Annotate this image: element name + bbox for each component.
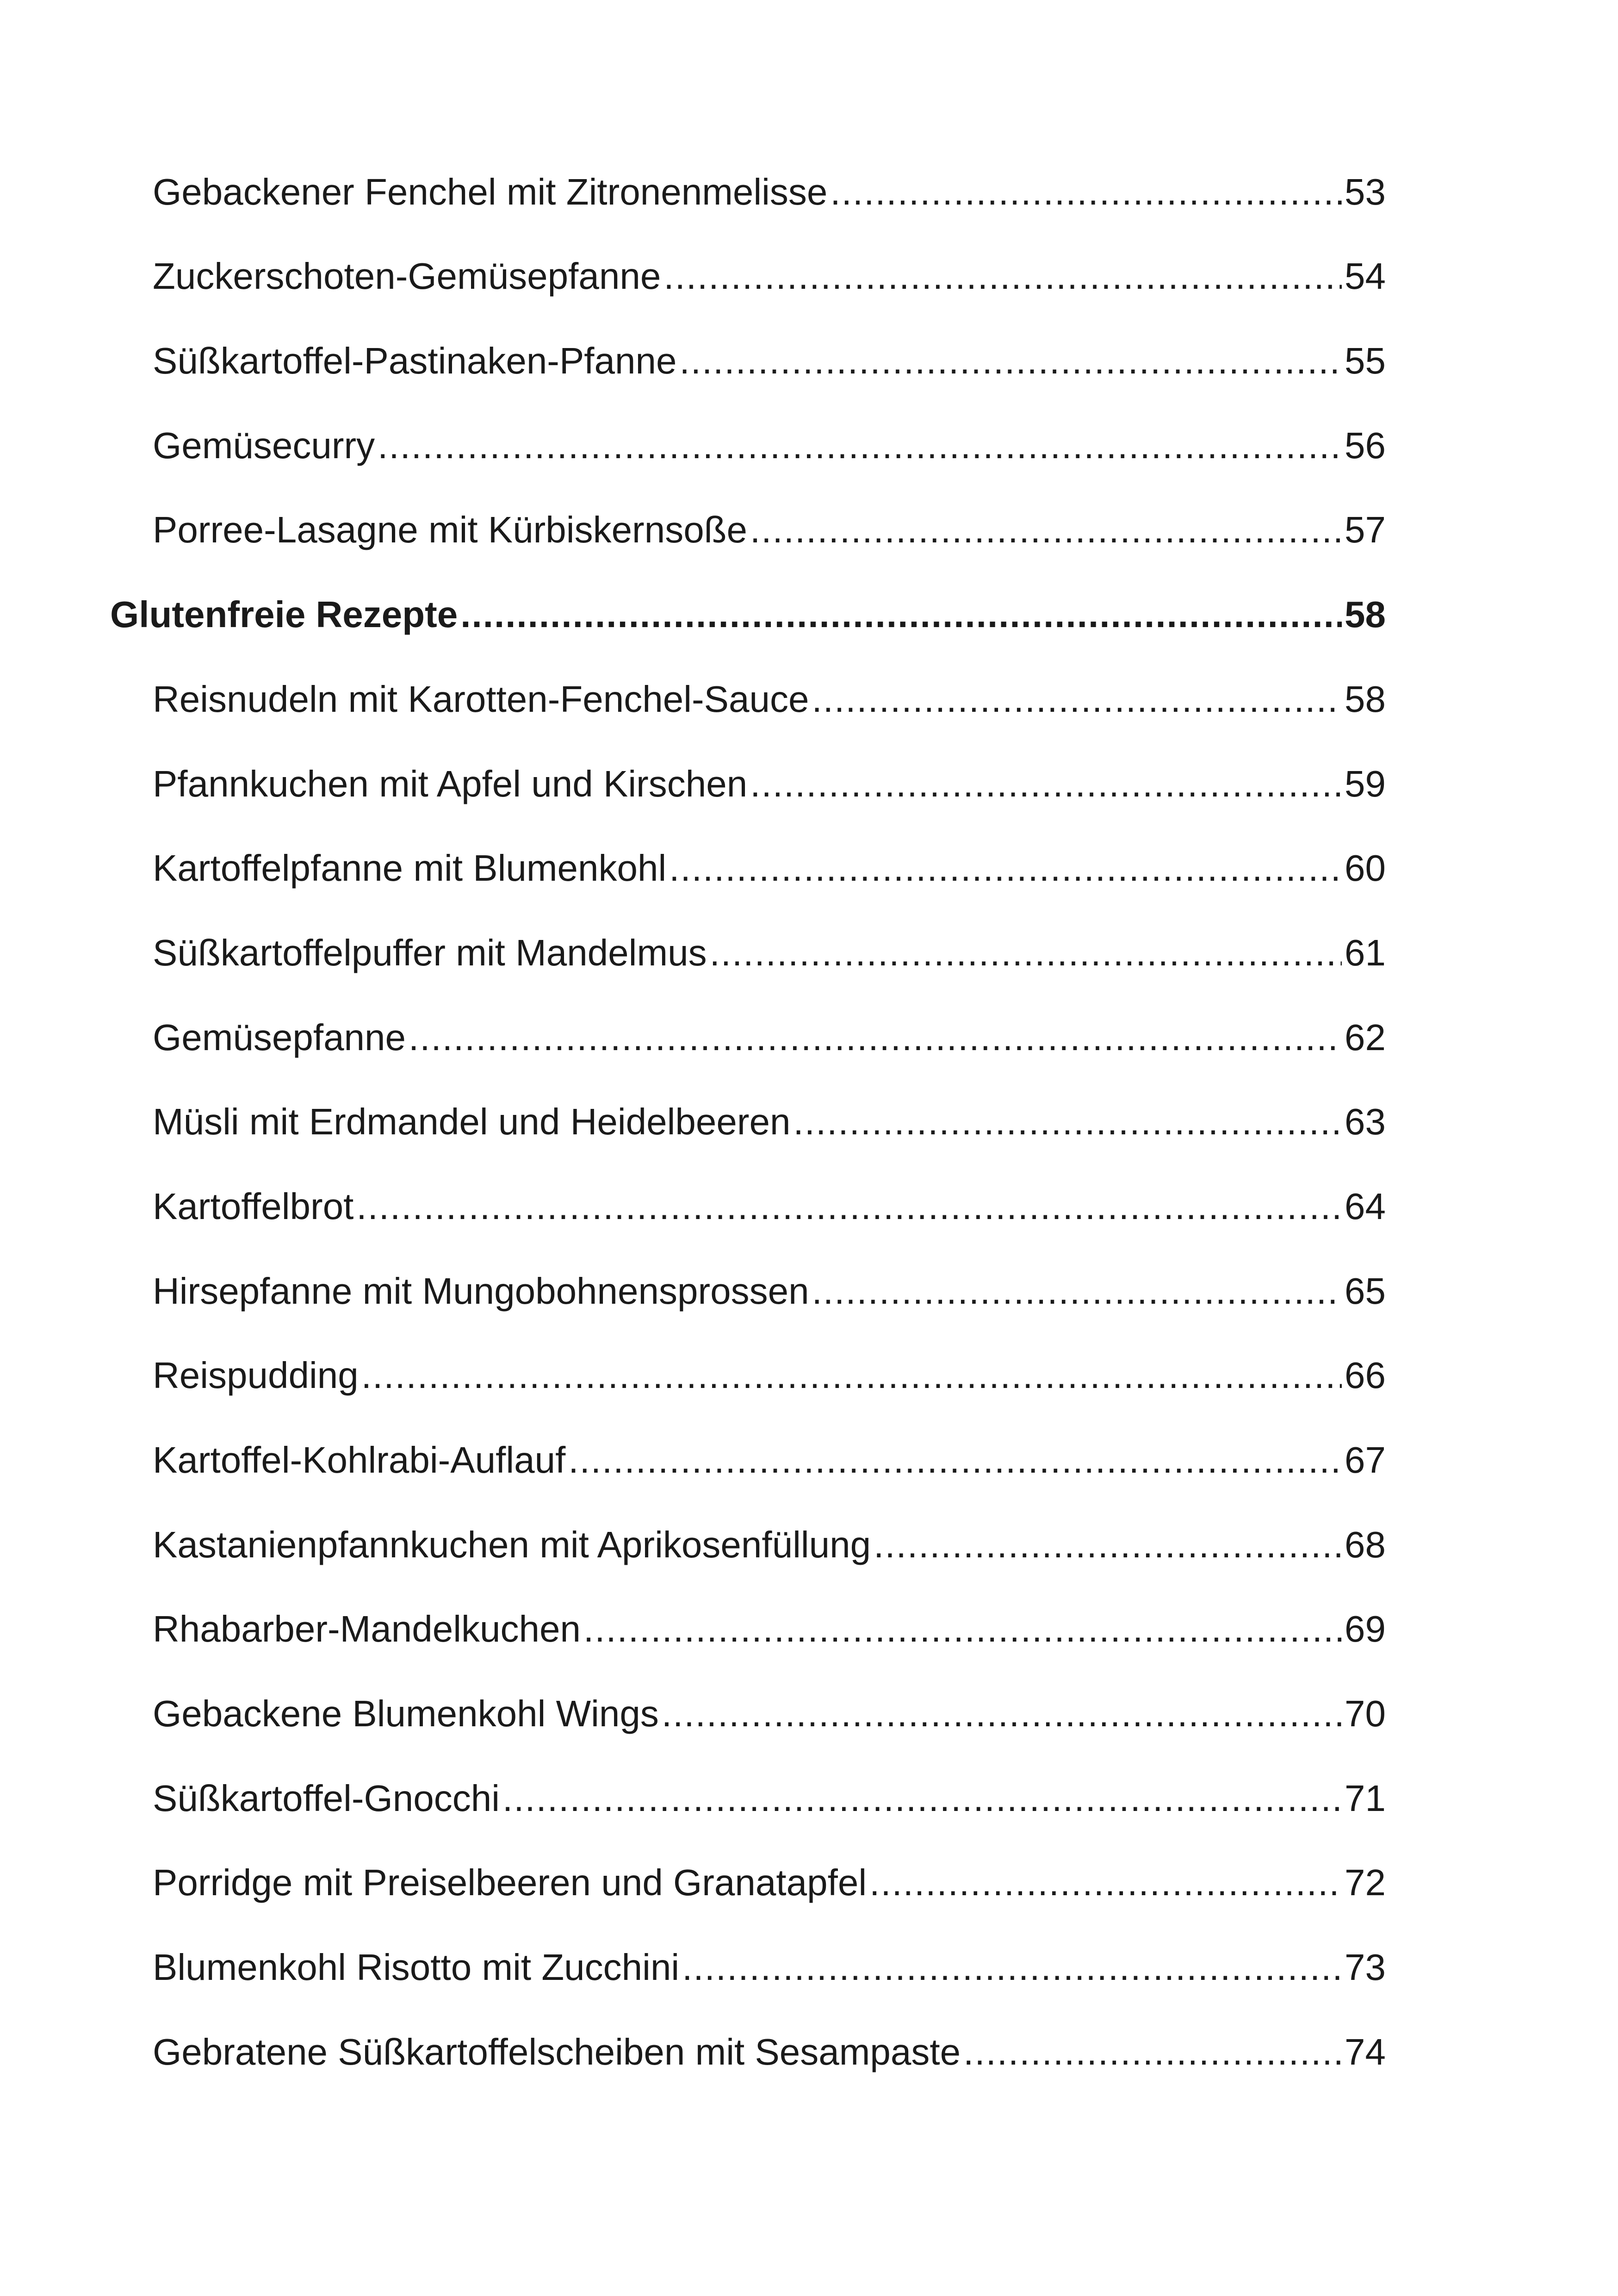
- toc-dot-leader: [750, 756, 1342, 812]
- toc-entry-title: Reisnudeln mit Karotten-Fenchel-Sauce: [153, 678, 809, 720]
- toc-entry[interactable]: [0, 1094, 1618, 1150]
- toc-entry[interactable]: [0, 164, 1618, 220]
- toc-dot-leader: [356, 1179, 1342, 1234]
- toc-section-page: 58: [1345, 594, 1386, 635]
- toc-entry-page: 58: [1345, 678, 1386, 720]
- toc-entry-page: 63: [1345, 1101, 1386, 1142]
- toc-dot-leader: [378, 418, 1342, 473]
- toc-entry[interactable]: [0, 1601, 1618, 1657]
- toc-entry-page: 54: [1345, 255, 1386, 297]
- toc-dot-leader: [812, 1263, 1342, 1319]
- toc-entry-title: Gemüsecurry: [153, 425, 375, 466]
- toc-dot-leader: [750, 502, 1342, 558]
- toc-dot-leader: [963, 2024, 1342, 2080]
- toc-dot-leader: [682, 1940, 1342, 1995]
- toc-entry[interactable]: [0, 840, 1618, 896]
- toc-entry-title: Müsli mit Erdmandel und Heidelbeeren: [153, 1101, 791, 1142]
- toc-entry[interactable]: [0, 502, 1618, 558]
- toc-entry[interactable]: [0, 1855, 1618, 1910]
- toc-entry-title: Süßkartoffelpuffer mit Mandelmus: [153, 932, 707, 973]
- toc-entry-page: 62: [1345, 1017, 1386, 1058]
- toc-entry-page: 55: [1345, 340, 1386, 381]
- toc-dot-leader: [830, 164, 1342, 220]
- toc-dot-leader: [710, 925, 1342, 981]
- toc-entry-title: Kartoffelpfanne mit Blumenkohl: [153, 847, 667, 889]
- toc-entry-title: Porree-Lasagne mit Kürbiskernsoße: [153, 509, 748, 550]
- toc-entry-page: 73: [1345, 1947, 1386, 1988]
- toc-entry-page: 59: [1345, 763, 1386, 804]
- toc-entry[interactable]: [0, 1432, 1618, 1488]
- toc-dot-leader: [460, 587, 1342, 642]
- toc-entry[interactable]: [0, 925, 1618, 981]
- toc-dot-leader: [663, 249, 1342, 304]
- toc-entry-title: Reispudding: [153, 1355, 359, 1396]
- toc-entry-title: Pfannkuchen mit Apfel und Kirschen: [153, 763, 748, 804]
- toc-entry-title: Gebratene Süßkartoffelscheiben mit Sesampaste: [153, 2031, 961, 2072]
- toc-entry[interactable]: [0, 1010, 1618, 1065]
- toc-entry[interactable]: [0, 1517, 1618, 1573]
- toc-entry[interactable]: [0, 2024, 1618, 2080]
- toc-entry-page: 66: [1345, 1355, 1386, 1396]
- toc-entry-page: 72: [1345, 1862, 1386, 1903]
- toc-entry-page: 67: [1345, 1439, 1386, 1481]
- toc-entry-title: Rhabarber-Mandelkuchen: [153, 1608, 581, 1649]
- toc-entry[interactable]: [0, 1348, 1618, 1403]
- toc-entry-page: 74: [1345, 2031, 1386, 2072]
- toc-entry-title: Gebackene Blumenkohl Wings: [153, 1693, 659, 1734]
- toc-entry-title: Gemüsepfanne: [153, 1017, 406, 1058]
- toc-entry-page: 53: [1345, 171, 1386, 212]
- toc-dot-leader: [793, 1094, 1342, 1150]
- toc-entry-title: Süßkartoffel-Pastinaken-Pfanne: [153, 340, 677, 381]
- toc-entry[interactable]: [0, 1771, 1618, 1826]
- toc-entry-page: 60: [1345, 847, 1386, 889]
- toc-entry-title: Kastanienpfannkuchen mit Aprikosenfüllung: [153, 1524, 871, 1565]
- toc-entry-page: 57: [1345, 509, 1386, 550]
- toc-entry[interactable]: [0, 1940, 1618, 1995]
- toc-entry-title: Porridge mit Preiselbeeren und Granatapfel: [153, 1862, 867, 1903]
- toc-entry[interactable]: [0, 756, 1618, 812]
- toc-dot-leader: [409, 1010, 1342, 1065]
- toc-entry-page: 69: [1345, 1608, 1386, 1649]
- toc-entry-title: Blumenkohl Risotto mit Zucchini: [153, 1947, 680, 1988]
- toc-dot-leader: [869, 1855, 1342, 1910]
- toc-dot-leader: [568, 1432, 1342, 1488]
- toc-entry[interactable]: [0, 1686, 1618, 1742]
- toc-entry-title: Kartoffel-Kohlrabi-Auflauf: [153, 1439, 566, 1481]
- toc-entry[interactable]: [0, 672, 1618, 727]
- toc-dot-leader: [669, 840, 1342, 896]
- toc-dot-leader: [662, 1686, 1342, 1742]
- toc-entry-page: 68: [1345, 1524, 1386, 1565]
- toc-entry[interactable]: [0, 1263, 1618, 1319]
- toc-entry-title: Süßkartoffel-Gnocchi: [153, 1778, 500, 1819]
- toc-dot-leader: [680, 333, 1342, 389]
- toc-entry[interactable]: [0, 249, 1618, 304]
- toc-section-heading[interactable]: [0, 587, 1618, 642]
- toc-entry[interactable]: [0, 1179, 1618, 1234]
- toc-entry-page: 65: [1345, 1270, 1386, 1312]
- toc-entry[interactable]: [0, 418, 1618, 473]
- toc-dot-leader: [583, 1601, 1342, 1657]
- toc-entry-page: 70: [1345, 1693, 1386, 1734]
- toc-entry[interactable]: [0, 333, 1618, 389]
- toc-entry-title: Gebackener Fenchel mit Zitronenmelisse: [153, 171, 828, 212]
- toc-section-title: Glutenfreie Rezepte: [110, 594, 458, 635]
- toc-entry-page: 56: [1345, 425, 1386, 466]
- toc-entry-title: Hirsepfanne mit Mungobohnensprossen: [153, 1270, 809, 1312]
- toc-entry-title: Zuckerschoten-Gemüsepfanne: [153, 255, 661, 297]
- toc-dot-leader: [361, 1348, 1342, 1403]
- toc-entry-title: Kartoffelbrot: [153, 1186, 354, 1227]
- toc-entry-page: 64: [1345, 1186, 1386, 1227]
- toc-dot-leader: [874, 1517, 1342, 1573]
- toc-entry-page: 71: [1345, 1778, 1386, 1819]
- toc-entry-page: 61: [1345, 932, 1386, 973]
- toc-dot-leader: [502, 1771, 1342, 1826]
- toc-dot-leader: [812, 672, 1342, 727]
